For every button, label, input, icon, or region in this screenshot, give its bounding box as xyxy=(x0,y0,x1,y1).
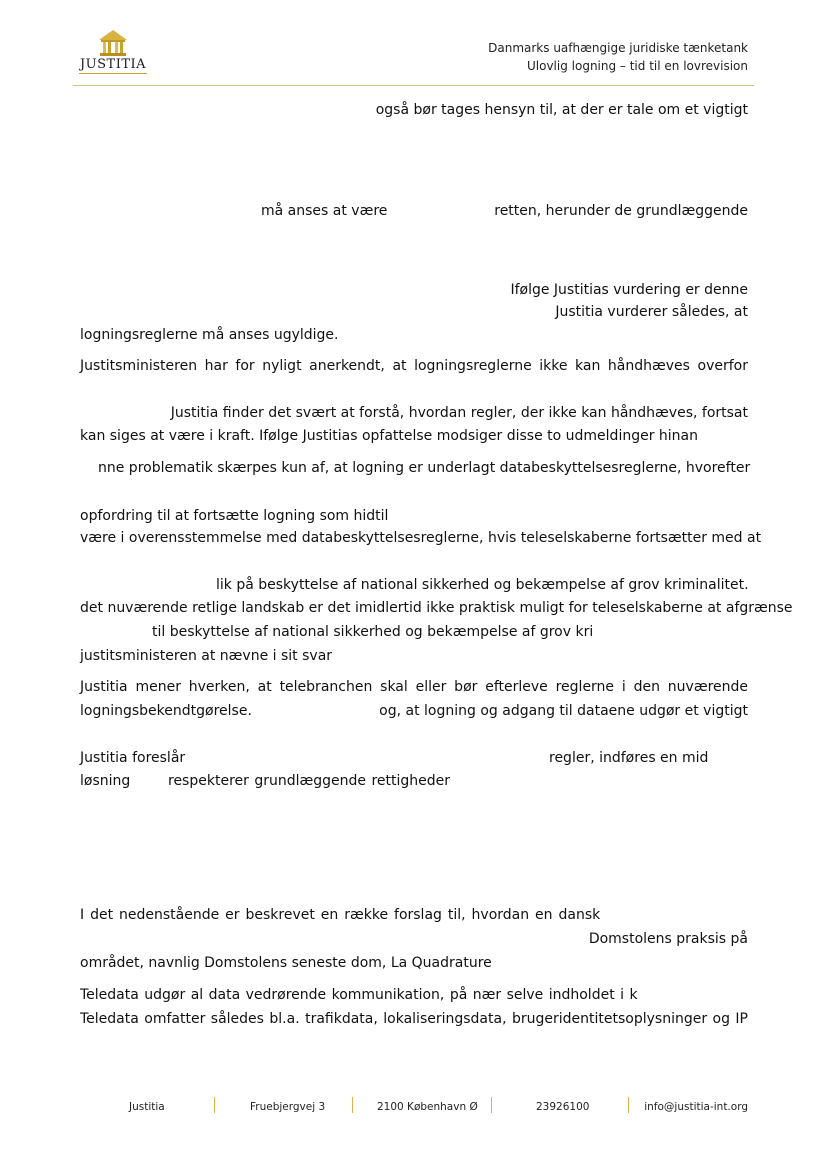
text-line-08: kan siges at være i kraft. Ifølge Justitias opfattelse modsiger disse to udmeldinger hinan xyxy=(80,428,699,444)
text-line-05: logningsreglerne må anses ugyldige. xyxy=(80,327,339,343)
footer-separator xyxy=(491,1097,492,1113)
text-line-18b: regler, indføres en mid xyxy=(549,750,709,766)
text-line-02b: retten, herunder de grundlæggende xyxy=(494,203,748,219)
text-line-12: lik på beskyttelse af national sikkerhed og bekæmpelse af grov kriminalitet. xyxy=(216,577,749,593)
text-line-11: være i overensstemmelse med databeskyttelsesreglerne, hvis teleselskaberne fortsætter med at xyxy=(80,530,762,546)
logo-wordmark: JUSTITIA xyxy=(79,57,147,72)
text-line-14: til beskyttelse af national sikkerhed og bekæmpelse af grov kri xyxy=(152,624,594,640)
header-organization-tagline: Danmarks uafhængige juridiske tænketank xyxy=(488,41,748,55)
text-line-03: Ifølge Justitias vurdering er denne xyxy=(510,282,748,298)
text-line-22: området, navnlig Domstolens seneste dom, La Quadrature xyxy=(80,955,492,971)
text-line-18a: Justitia foreslår xyxy=(80,750,186,766)
text-line-20: I det nedenstående er beskrevet en række forslag til, hvordan en dansk xyxy=(80,907,601,923)
header-divider xyxy=(73,85,754,86)
text-line-16: Justitia mener hverken, at telebranchen skal eller bør efterleve reglerne i den nuværende xyxy=(80,679,748,695)
text-line-01: også bør tages hensyn til, at der er tale om et vigtigt xyxy=(375,102,748,118)
footer-separator xyxy=(628,1097,629,1113)
text-line-04: Justitia vurderer således, at xyxy=(555,304,748,320)
temple-icon xyxy=(98,28,128,56)
footer-street: Fruebjergvej 3 xyxy=(250,1101,326,1113)
justitia-logo xyxy=(78,28,148,76)
text-line-19a: løsning xyxy=(80,773,131,789)
text-line-10: opfordring til at fortsætte logning som hidtil xyxy=(80,508,389,524)
text-line-13: det nuværende retlige landskab er det imidlertid ikke praktisk muligt for teleselskaberne at afgrænse xyxy=(80,600,793,616)
footer-email: info@justitia-int.org xyxy=(644,1101,748,1113)
text-line-09: nne problematik skærpes kun af, at logning er underlagt databeskyttelsesreglerne, hvorefter xyxy=(98,460,751,476)
text-line-17a: logningsbekendtgørelse. xyxy=(80,703,252,719)
footer-organization: Justitia xyxy=(129,1101,165,1113)
text-line-19b: respekterer grundlæggende rettigheder xyxy=(168,773,451,789)
text-line-24: Teledata omfatter således bl.a. trafikdata, lokaliseringsdata, brugeridentitetsoplysninger og IP xyxy=(80,1011,748,1027)
footer-separator xyxy=(214,1097,215,1113)
text-line-15: justitsministeren at nævne i sit svar xyxy=(80,648,333,664)
text-line-21: Domstolens praksis på xyxy=(588,931,748,947)
logo-underline xyxy=(79,73,147,74)
text-line-06: Justitsministeren har for nyligt anerkendt, at logningsreglerne ikke kan håndhæves overfor xyxy=(80,358,748,374)
text-line-17b: og, at logning og adgang til dataene udgør et vigtigt xyxy=(379,703,748,719)
footer-phone: 23926100 xyxy=(536,1101,590,1113)
text-line-07: Justitia finder det svært at forstå, hvordan regler, der ikke kan håndhæves, fortsat xyxy=(170,405,748,421)
text-line-23: Teledata udgør al data vedrørende kommunikation, på nær selve indholdet i k xyxy=(80,987,638,1003)
text-line-02a: må anses at være xyxy=(261,203,388,219)
header-document-title: Ulovlig logning – tid til en lovrevision xyxy=(526,59,748,73)
footer-city: 2100 København Ø xyxy=(377,1101,478,1113)
footer-separator xyxy=(352,1097,353,1113)
